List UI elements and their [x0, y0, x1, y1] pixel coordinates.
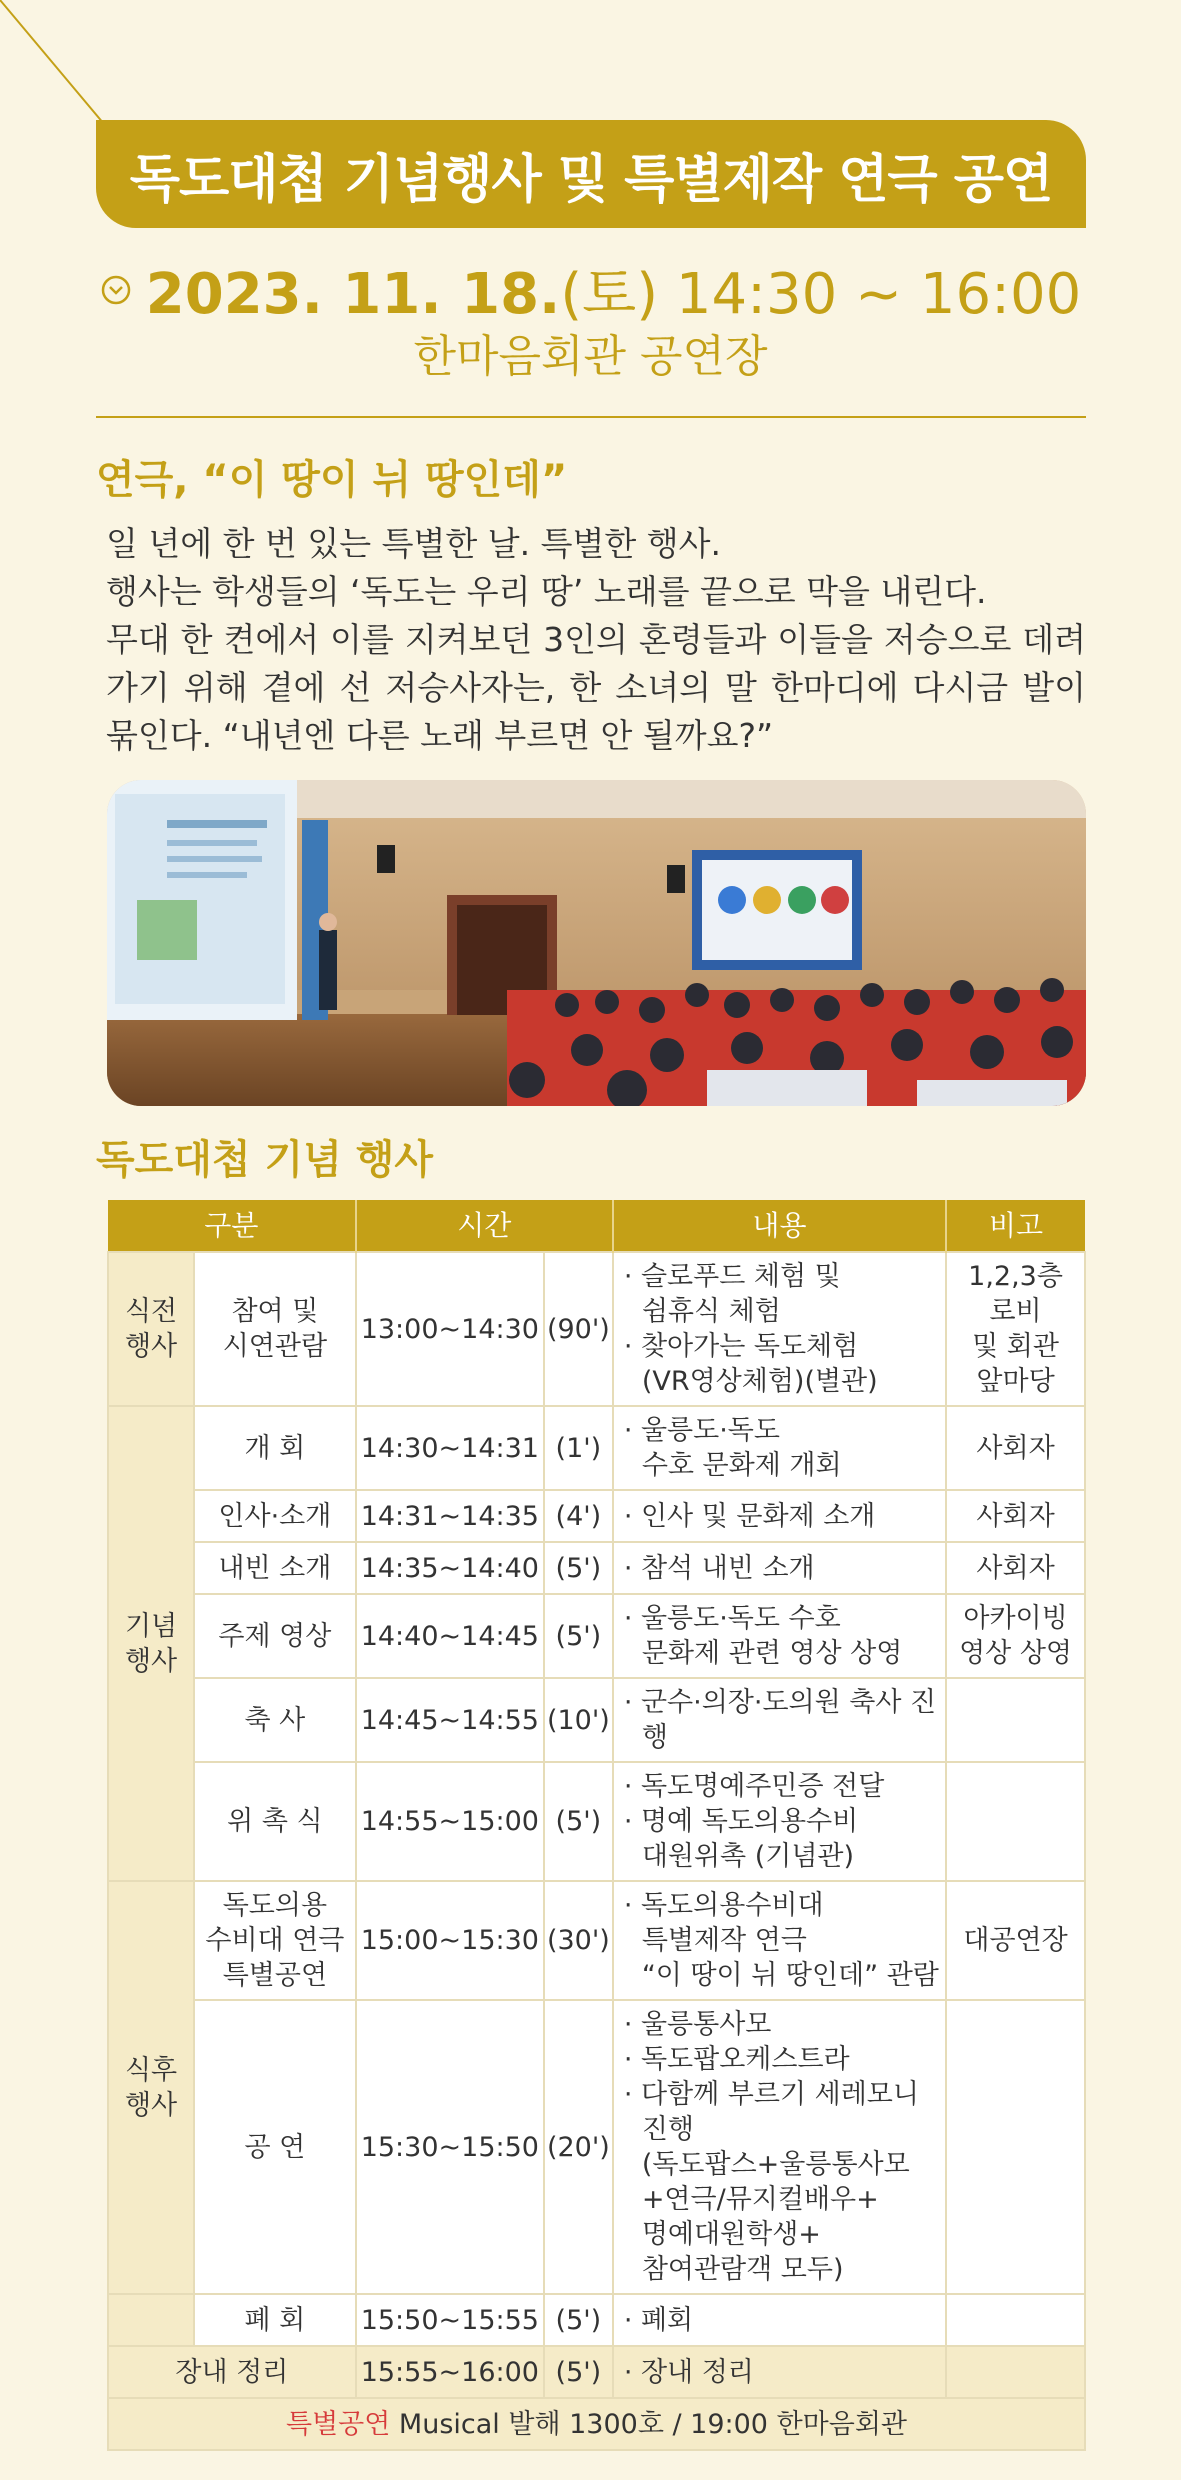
- decorative-line: [0, 0, 140, 140]
- content-line: · 폐회: [623, 2304, 694, 2336]
- row-note: 1,2,3층 로비 및 회관 앞마당: [946, 1252, 1085, 1406]
- row-group: 기념 행사: [108, 1406, 194, 1881]
- table-row: [108, 1594, 1085, 1678]
- row-duration: (90'): [544, 1252, 613, 1406]
- row-time: 14:35~14:40: [356, 1542, 544, 1594]
- row-item: 인사·소개: [194, 1490, 356, 1542]
- column-header: 구분: [108, 1200, 356, 1252]
- table-header-row: [108, 1200, 1085, 1252]
- special-label: 특별공연: [286, 2408, 391, 2440]
- event-weekday: (토): [560, 262, 659, 327]
- column-header: 비고: [946, 1200, 1085, 1252]
- content-line: · 다함께 부르기 세레모니 진행 (독도팝스+울릉통사모 +연극/뮤지컬배우+ 명예대원학생+ 참여관람객 모두): [623, 2079, 919, 2285]
- row-note: 사회자: [946, 1542, 1085, 1594]
- row-note: 아카이빙 영상 상영: [946, 1594, 1085, 1678]
- row-duration: (20'): [544, 2000, 613, 2294]
- title-banner: [96, 120, 1086, 228]
- column-header: 시간: [356, 1200, 613, 1252]
- row-item: 장내 정리: [108, 2346, 356, 2398]
- row-time: 15:50~15:55: [356, 2294, 544, 2346]
- row-item: 내빈 소개: [194, 1542, 356, 1594]
- content-line: · 군수·의장·도의원 축사 진행: [623, 1687, 937, 1753]
- content-line: · 독도팝오케스트라: [623, 2044, 850, 2075]
- special-performance-row: [108, 2398, 1085, 2450]
- row-content: [613, 2346, 946, 2398]
- event-time: 14:30 ~ 16:00: [675, 262, 1082, 327]
- content-line: · 울릉도·독도 수호 문화제 관련 영상 상영: [623, 1603, 903, 1669]
- row-note: [946, 2346, 1085, 2398]
- row-group: 식후 행사: [108, 1881, 194, 2294]
- play-line: 일 년에 한 번 있는 특별한 날. 특별한 행사.: [106, 524, 721, 563]
- row-duration: (5'): [544, 1762, 613, 1881]
- row-duration: (1'): [544, 1406, 613, 1490]
- play-heading: 연극, “이 땅이 뉘 땅인데”: [96, 457, 568, 503]
- page-title: 독도대첩 기념행사 및 특별제작 연극 공연: [129, 149, 1053, 210]
- table-row: [108, 2346, 1085, 2398]
- row-item: 개 회: [194, 1406, 356, 1490]
- row-item: 공 연: [194, 2000, 356, 2294]
- row-note: 사회자: [946, 1406, 1085, 1490]
- row-note: [946, 1762, 1085, 1881]
- play-line: 행사는 학생들의 ‘독도는 우리 땅’ 노래를 끝으로 막을 내린다.: [106, 572, 987, 611]
- special-performance: [108, 2398, 1085, 2450]
- row-duration: (5'): [544, 1542, 613, 1594]
- event-heading: 독도대첩 기념 행사: [96, 1137, 433, 1183]
- content-line: · 울릉통사모: [623, 2009, 772, 2040]
- row-time: 14:31~14:35: [356, 1490, 544, 1542]
- event-venue: 한마음회관 공연장: [413, 331, 768, 382]
- table-row: [108, 1762, 1085, 1881]
- row-note: [946, 1678, 1085, 1762]
- schedule-table: [107, 1200, 1086, 2451]
- row-content: [613, 1881, 946, 2000]
- content-line: · 독도명예주민증 전달: [623, 1771, 885, 1802]
- table-row: [108, 2294, 1085, 2346]
- row-time: 14:40~14:45: [356, 1594, 544, 1678]
- row-content: [613, 1252, 946, 1406]
- row-item: 축 사: [194, 1678, 356, 1762]
- row-duration: (30'): [544, 1881, 613, 2000]
- row-item: 위 촉 식: [194, 1762, 356, 1881]
- row-group: 식전 행사: [108, 1252, 194, 1406]
- content-line: · 명예 독도의용수비 대원위촉 (기념관): [623, 1806, 859, 1872]
- row-content: [613, 2000, 946, 2294]
- content-line: · 인사 및 문화제 소개: [623, 1500, 876, 1532]
- row-time: 14:30~14:31: [356, 1406, 544, 1490]
- event-photo: [107, 780, 1086, 1106]
- row-item: 주제 영상: [194, 1594, 356, 1678]
- row-time: 15:30~15:50: [356, 2000, 544, 2294]
- content-line: · 슬로푸드 체험 및 쉼휴식 체험: [623, 1261, 841, 1327]
- play-line: 무대 한 켠에서 이를 지켜보던 3인의 혼령들과 이들을 저승으로 데려가기 위해 곁에 선 저승사자는, 한 소녀의 말 한마디에 다시금 발이 묶인다. “내년엔 다른 노래 부르면 안 될까요?”: [106, 620, 1086, 755]
- row-duration: (4'): [544, 1490, 613, 1542]
- row-content: [613, 1594, 946, 1678]
- table-row: [108, 1678, 1085, 1762]
- row-time: 13:00~14:30: [356, 1252, 544, 1406]
- row-time: 14:55~15:00: [356, 1762, 544, 1881]
- event-date-line: [0, 250, 1181, 330]
- content-line: · 독도의용수비대 특별제작 연극 “이 땅이 뉘 땅인데” 관람: [623, 1890, 939, 1991]
- row-time: 14:45~14:55: [356, 1678, 544, 1762]
- row-content: [613, 1762, 946, 1881]
- row-note: [946, 2000, 1085, 2294]
- table-row: [108, 1542, 1085, 1594]
- row-content: [613, 1678, 946, 1762]
- content-line: · 장내 정리: [623, 2356, 754, 2388]
- table-row: [108, 1252, 1085, 1406]
- content-line: · 찾아가는 독도체험 (VR영상체험)(별관): [623, 1331, 878, 1397]
- table-row: [108, 1406, 1085, 1490]
- special-text: Musical 발해 1300호 / 19:00 한마음회관: [390, 2408, 907, 2440]
- row-time: 15:55~16:00: [356, 2346, 544, 2398]
- row-duration: (5'): [544, 1594, 613, 1678]
- row-duration: (10'): [544, 1678, 613, 1762]
- table-row: [108, 1881, 1085, 2000]
- row-note: 사회자: [946, 1490, 1085, 1542]
- row-content: [613, 1490, 946, 1542]
- row-note: 대공연장: [946, 1881, 1085, 2000]
- table-row: [108, 1490, 1085, 1542]
- row-item: 폐 회: [194, 2294, 356, 2346]
- divider: [96, 416, 1086, 418]
- table-row: [108, 2000, 1085, 2294]
- play-description: [106, 520, 1086, 760]
- row-content: [613, 1406, 946, 1490]
- row-duration: (5'): [544, 2346, 613, 2398]
- chevron-down-circle-icon: [100, 274, 132, 306]
- column-header: 내용: [613, 1200, 946, 1252]
- row-note: [946, 2294, 1085, 2346]
- row-content: [613, 2294, 946, 2346]
- content-line: · 참석 내빈 소개: [623, 1552, 815, 1584]
- row-item: 참여 및 시연관람: [194, 1252, 356, 1406]
- row-content: [613, 1542, 946, 1594]
- row-time: 15:00~15:30: [356, 1881, 544, 2000]
- content-line: · 울릉도·독도 수호 문화제 개회: [623, 1415, 842, 1481]
- row-group: [108, 2294, 194, 2346]
- row-duration: (5'): [544, 2294, 613, 2346]
- row-item: 독도의용 수비대 연극 특별공연: [194, 1881, 356, 2000]
- event-date: 2023. 11. 18.: [145, 262, 561, 327]
